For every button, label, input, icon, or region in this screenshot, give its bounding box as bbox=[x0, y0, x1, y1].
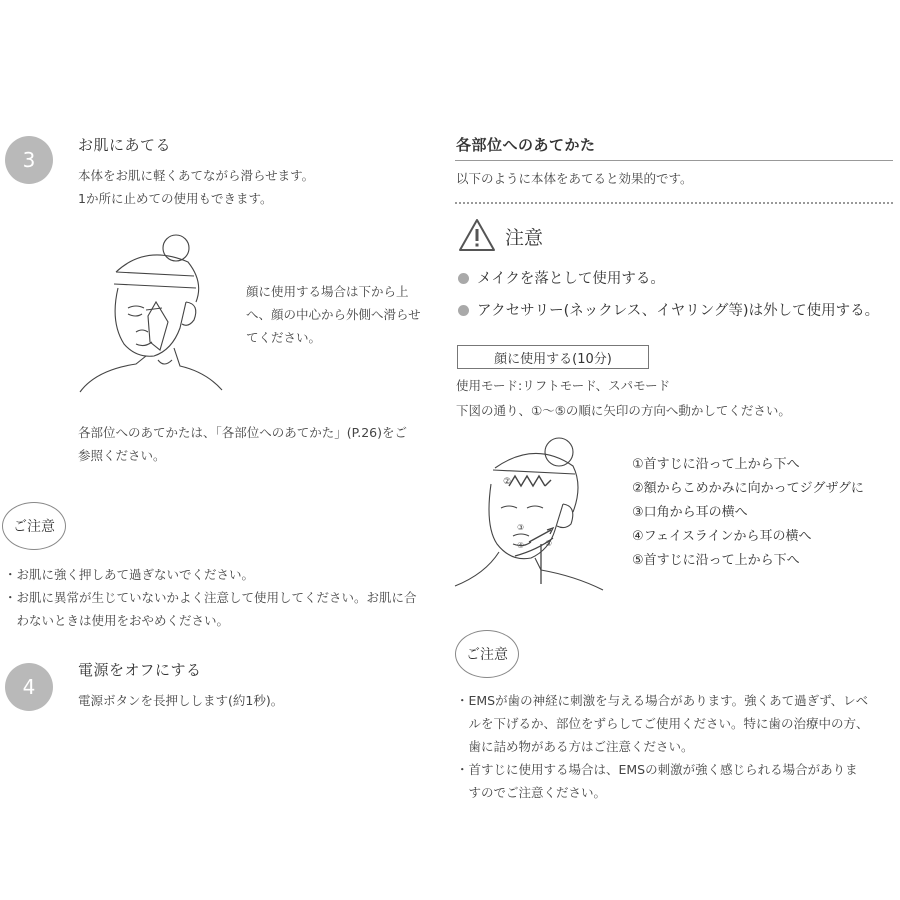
caution-item: すのでご注意ください。 bbox=[456, 785, 607, 800]
bullet-dot-icon bbox=[458, 305, 469, 316]
caution-label-text: ご注意 bbox=[13, 519, 55, 535]
face-usage-box-label: 顔に使用する(10分) bbox=[494, 351, 612, 367]
face-usage-box bbox=[457, 345, 649, 369]
caution-item: ・お肌に異常が生じていないかよく注意して使用してください。お肌に合 bbox=[4, 590, 417, 605]
order-line: 下図の通り、①～⑤の順に矢印の方向へ動かしてください。 bbox=[456, 403, 791, 418]
face-illustration-left bbox=[76, 232, 226, 394]
dotted-divider bbox=[455, 202, 893, 204]
diagram-mark-3: ③ bbox=[517, 523, 525, 532]
face-step: ⑤首すじに沿って上から下へ bbox=[632, 553, 800, 568]
face-note-line: 顔に使用する場合は下から上 bbox=[246, 284, 409, 299]
face-step: ①首すじに沿って上から下へ bbox=[632, 457, 800, 472]
warning-title: 注意 bbox=[505, 227, 544, 249]
step-3-circle bbox=[5, 136, 53, 184]
warning-triangle-icon bbox=[458, 218, 496, 252]
caution-item: ・首すじに使用する場合は、EMSの刺激が強く感じられる場合がありま bbox=[456, 762, 858, 777]
step-3-title: お肌にあてる bbox=[78, 136, 172, 154]
reference-note bbox=[78, 421, 407, 467]
caution-label-2 bbox=[455, 630, 519, 678]
face-step: ③口角から耳の横へ bbox=[632, 505, 748, 520]
warning-text: アクセサリー(ネックレス、イヤリング等)は外して使用する。 bbox=[477, 303, 880, 319]
step-3-number: 3 bbox=[22, 148, 36, 172]
caution-label-text: ご注意 bbox=[466, 647, 508, 663]
warning-item bbox=[458, 267, 665, 288]
section-intro: 以下のように本体をあてると効果的です。 bbox=[456, 171, 693, 186]
step-4-circle bbox=[5, 663, 53, 711]
face-step: ④フェイスラインから耳の横へ bbox=[632, 529, 812, 544]
diagram-mark-5: ⑤ bbox=[545, 539, 553, 548]
caution-list-1 bbox=[4, 563, 417, 632]
reference-line: 各部位へのあてかたは、「各部位へのあてかた」(P.26)をご bbox=[78, 425, 407, 440]
step-3-description bbox=[78, 164, 314, 210]
diagram-mark-4: ④ bbox=[517, 541, 525, 550]
step-3-line: 1か所に止めての使用もできます。 bbox=[78, 191, 273, 206]
face-note-line: てください。 bbox=[246, 330, 322, 345]
warning-text: メイクを落として使用する。 bbox=[477, 271, 665, 287]
step-4-number: 4 bbox=[22, 675, 36, 699]
section-heading: 各部位へのあてかた bbox=[456, 136, 596, 154]
heading-divider bbox=[455, 160, 893, 161]
caution-list-2 bbox=[456, 689, 869, 804]
reference-line: 参照ください。 bbox=[78, 448, 166, 463]
bullet-dot-icon bbox=[458, 273, 469, 284]
face-step: ②額からこめかみに向かってジグザグに bbox=[632, 481, 864, 496]
caution-item: 歯に詰め物がある方はご注意ください。 bbox=[456, 739, 694, 754]
face-steps-list bbox=[632, 453, 864, 573]
face-usage-note bbox=[246, 280, 421, 349]
caution-item: ・お肌に強く押しあて過ぎないでください。 bbox=[4, 567, 255, 582]
step-3-line: 本体をお肌に軽くあてながら滑らせます。 bbox=[78, 168, 315, 183]
caution-item: ルを下げるか、部位をずらしてご使用ください。特に歯の治療中の方、 bbox=[456, 716, 869, 731]
caution-item: ・EMSが歯の神経に刺激を与える場合があります。強くあて過ぎず、レベ bbox=[456, 693, 869, 708]
face-note-line: へ、顔の中心から外側へ滑らせ bbox=[246, 307, 421, 322]
caution-label-1 bbox=[2, 502, 66, 550]
mode-line: 使用モード:リフトモード、スパモード bbox=[456, 378, 671, 393]
warning-item bbox=[458, 299, 879, 320]
caution-item: わないときは使用をおやめください。 bbox=[4, 613, 230, 628]
diagram-mark-2: ② bbox=[503, 477, 512, 487]
step-4-title: 電源をオフにする bbox=[78, 661, 202, 679]
step-4-description: 電源ボタンを長押しします(約1秒)。 bbox=[78, 693, 284, 708]
face-illustration-right bbox=[455, 434, 605, 590]
